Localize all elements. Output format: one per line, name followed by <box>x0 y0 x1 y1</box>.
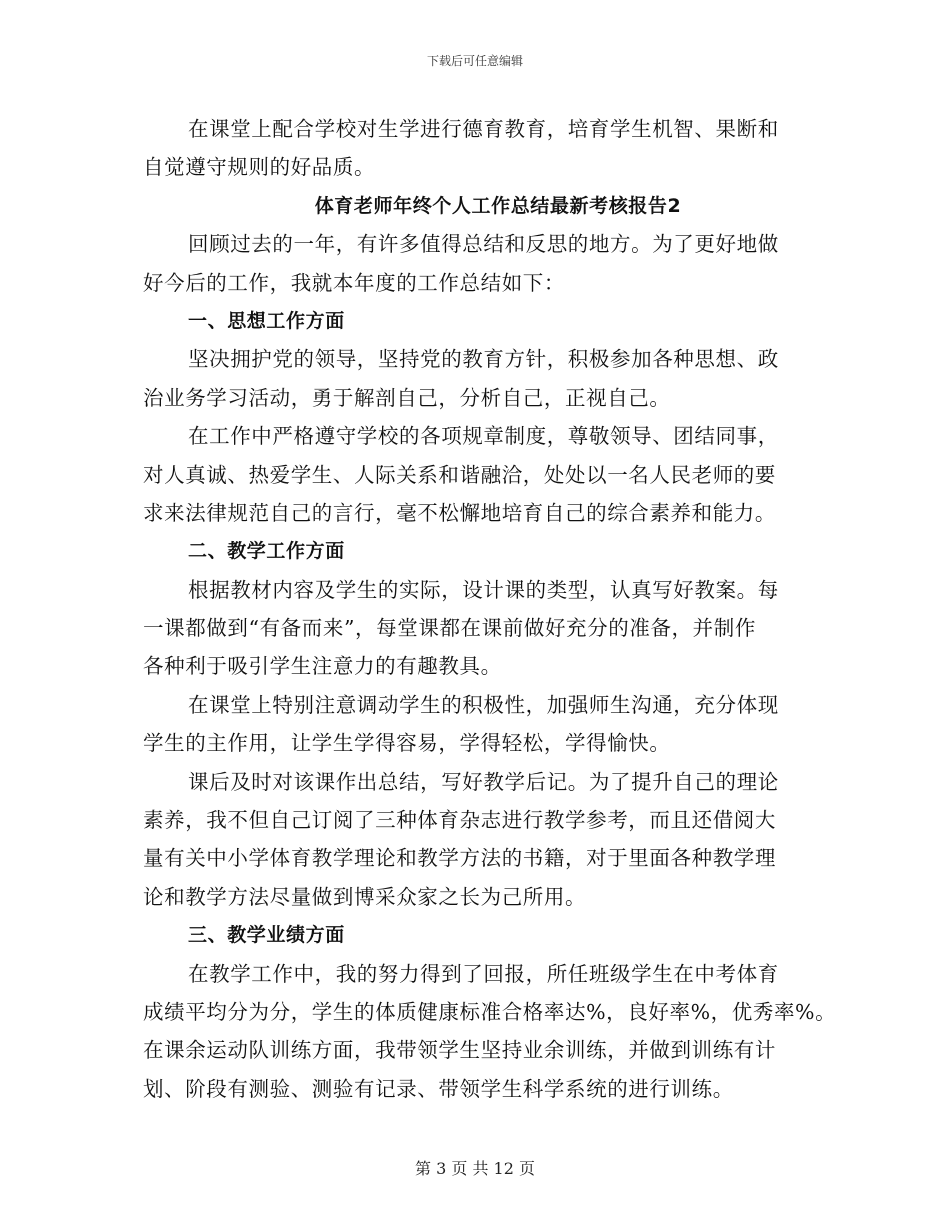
section-heading: 一、思想工作方面 <box>188 309 345 332</box>
section-heading: 二、教学工作方面 <box>188 540 345 563</box>
paragraph-line: 学生的主作用，让学生学得容易，学得轻松，学得愉快。 <box>143 731 671 756</box>
page-number: 第 3 页 共 12 页 <box>415 1159 535 1178</box>
paragraph-line: 成绩平均分为分，学生的体质健康标准合格率达%，良好率%，优秀率%。 <box>143 999 837 1024</box>
paragraph-line: 好今后的工作，我就本年度的工作总结如下： <box>143 270 565 295</box>
paragraph-line: 根据教材内容及学生的实际，设计课的类型，认真写好教案。每 <box>188 577 779 602</box>
page-header-note: 下载后可任意编辑 <box>426 54 523 68</box>
paragraph-line: 论和教学方法尽量做到博采众家之长为己所用。 <box>143 884 587 909</box>
document-body <box>143 110 837 1108</box>
paragraph-line: 在课堂上特别注意调动学生的积极性，加强师生沟通，充分体现 <box>188 692 779 717</box>
paragraph-line: 课后及时对该课作出总结，写好教学后记。为了提升自己的理论 <box>188 769 779 794</box>
paragraph-line: 在教学工作中，我的努力得到了回报，所任班级学生在中考体育 <box>188 961 779 986</box>
paragraph-line: 坚决拥护党的领导，坚持党的教育方针，积极参加各种思想、政 <box>188 347 779 372</box>
section-heading: 三、教学业绩方面 <box>188 924 345 947</box>
paragraph-line: 一课都做到“有备而来”，每堂课都在课前做好充分的准备，并制作 <box>143 616 756 641</box>
paragraph-line: 治业务学习活动，勇于解剖自己，分析自己，正视自己。 <box>143 385 671 410</box>
paragraph-line: 各种利于吸引学生注意力的有趣教具。 <box>143 654 502 679</box>
paragraph-line: 对人真诚、热爱学生、人际关系和谐融洽，处处以一名人民老师的要 <box>143 462 776 487</box>
paragraph-line: 回顾过去的一年，有许多值得总结和反思的地方。为了更好地做 <box>188 232 779 257</box>
paragraph-line: 在课余运动队训练方面，我带领学生坚持业余训练，并做到训练有计 <box>143 1038 776 1063</box>
paragraph-line: 自觉遵守规则的好品质。 <box>143 155 376 180</box>
paragraph-line: 在工作中严格遵守学校的各项规章制度，尊敬领导、团结同事， <box>188 424 779 449</box>
paragraph-line: 量有关中小学体育教学理论和教学方法的书籍，对于里面各种教学理 <box>143 846 776 871</box>
section-title: 体育老师年终个人工作总结最新考核报告2 <box>314 194 682 217</box>
paragraph-line: 素养，我不但自己订阅了三种体育杂志进行教学参考，而且还借阅大 <box>143 808 776 833</box>
paragraph-line: 求来法律规范自己的言行，毫不松懈地培育自己的综合素养和能力。 <box>143 500 776 525</box>
paragraph-line: 在课堂上配合学校对生学进行德育教育，培育学生机智、果断和 <box>188 117 779 141</box>
paragraph-line: 划、阶段有测验、测验有记录、带领学生科学系统的进行训练。 <box>143 1076 734 1101</box>
